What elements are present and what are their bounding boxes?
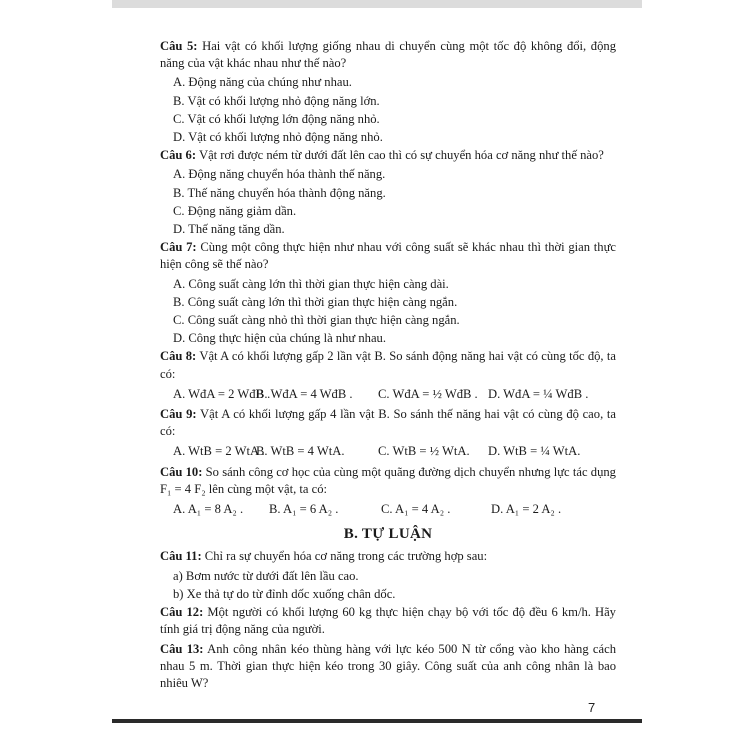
option-d: D. Vật có khối lượng nhỏ động năng nhỏ. [173,130,383,145]
options-row [173,443,616,460]
question-text: Vật A có khối lượng gấp 4 lần vật B. So sánh thế năng hai vật có cùng độ cao, ta có: [160,407,616,439]
question-9 [160,406,616,440]
option-d: D. A₁ = 2 A₂ . [491,502,562,517]
top-edge [112,0,642,8]
option-d: D. WđA = ¼ WđB . [488,386,589,401]
question-text: Anh công nhân kéo thùng hàng với lực kéo 500 N từ cổng vào kho hàng cách nhau 5 m. Thời gian thực hiện kéo trong 30 giây. Công suất của anh công nhân là bao nhiêu W? [160,641,616,690]
question-text: Cùng một công thực hiện như nhau với công suất sẽ khác nhau thì thời gian thực hiện công sẽ thế nào? [160,240,616,272]
option-d: D. WtB = ¼ WtA. [488,444,581,459]
question-number: Câu 11: [160,549,202,564]
question-5 [160,38,616,72]
options-row [173,386,616,403]
option-b: B. WtB = 4 WtA. [256,444,345,459]
item-a: a) Bơm nước từ dưới đất lên lầu cao. [173,568,359,583]
question-11 [160,548,616,565]
option-a: A. Động năng chuyển hóa thành thế năng. [173,167,386,182]
question-13 [160,641,616,693]
option-c: C. Động năng giảm dần. [173,203,297,218]
page-number: 7 [588,700,596,715]
question-text: So sánh công cơ học của cùng một quãng đường dịch chuyển nhưng lực tác dụng F₁ = 4 F₂ lên cùng một vật, ta có: [160,464,616,496]
option-b: B. WđA = 4 WđB . [256,386,353,401]
question-7 [160,239,616,273]
question-text: Vật A có khối lượng gấp 2 lần vật B. So sánh động năng hai vật có cùng tốc độ, ta có: [160,349,616,381]
question-number: Câu 6: [160,148,197,163]
option-a: A. Công suất càng lớn thì thời gian thực hiện càng dài. [173,276,449,291]
options-row [173,501,616,518]
item-b: b) Xe thả tự do từ đỉnh dốc xuống chân dốc. [173,586,396,601]
option-b: B. Công suất càng lớn thì thời gian thực hiện càng ngắn. [173,294,458,309]
page-content [160,38,616,694]
option-c: C. Vật có khối lượng lớn động năng nhỏ. [173,111,380,126]
option-c: C. Công suất càng nhỏ thì thời gian thực hiện càng ngắn. [173,313,460,328]
question-8 [160,348,616,382]
question-number: Câu 5: [160,39,198,53]
option-a: A. WtB = 2 WtA . [173,444,265,459]
question-number: Câu 7: [160,240,197,255]
question-number: Câu 9: [160,407,197,422]
option-d: D. Công thực hiện của chúng là như nhau. [173,331,387,346]
question-text: Hai vật có khối lượng giống nhau di chuyển cùng một tốc độ không đổi, động năng của vật khác nhau như thế nào? [160,39,616,71]
option-a: A. A₁ = 8 A₂ . [173,502,244,517]
question-10 [160,464,616,498]
option-b: B. Vật có khối lượng nhỏ động năng lớn. [173,93,380,108]
question-number: Câu 13: [160,641,204,656]
option-b: B. Thế năng chuyển hóa thành động năng. [173,185,386,200]
option-b: B. A₁ = 6 A₂ . [269,502,339,517]
question-number: Câu 8: [160,349,197,364]
question-text: Chỉ ra sự chuyển hóa cơ năng trong các trường hợp sau: [204,549,488,564]
option-a: A. WđA = 2 WđB . [173,386,271,401]
question-number: Câu 10: [160,464,203,479]
option-d: D. Thế năng tăng dần. [173,222,285,237]
option-a: A. Động năng của chúng như nhau. [173,75,352,90]
question-text: Vật rơi được ném từ dưới đất lên cao thì có sự chuyển hóa cơ năng như thế nào? [198,148,604,163]
question-text: Một người có khối lượng 60 kg thực hiện chạy bộ với tốc độ đều 6 km/h. Hãy tính giá trị động năng của người. [160,605,616,637]
question-number: Câu 12: [160,605,204,620]
option-c: C. WđA = ½ WđB . [378,386,478,401]
section-title: B. TỰ LUẬN [343,526,433,543]
question-12 [160,604,616,638]
bottom-edge [112,719,642,723]
question-6 [160,147,616,164]
option-c: C. WtB = ½ WtA. [378,444,470,459]
option-c: C. A₁ = 4 A₂ . [381,502,451,517]
